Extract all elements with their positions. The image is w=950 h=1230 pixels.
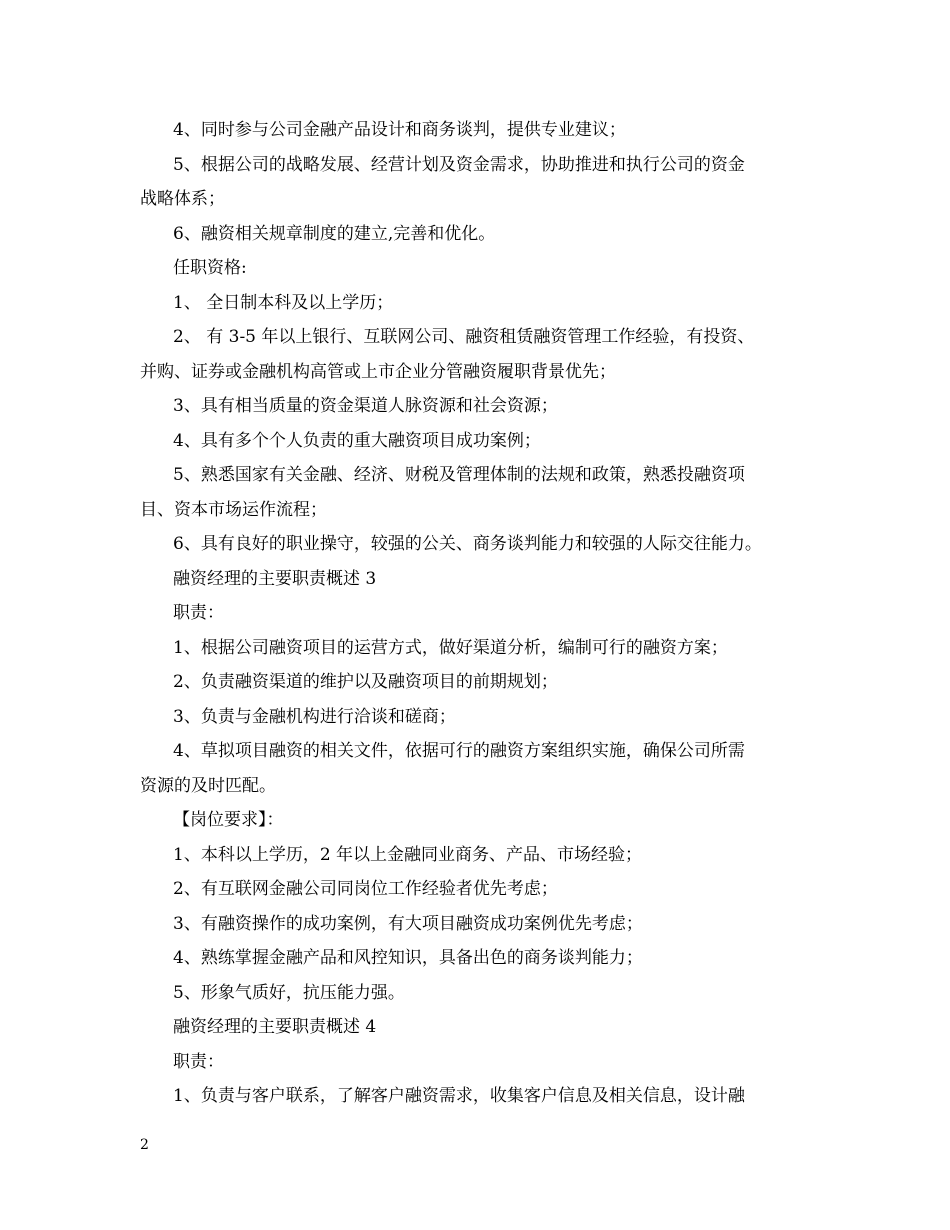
paragraph-line: 6、融资相关规章制度的建立,完善和优化。 — [173, 223, 496, 244]
paragraph-line: 1、负责与客户联系，了解客户融资需求，收集客户信息及相关信息，设计融 — [173, 1086, 745, 1106]
paragraph-line: 战略体系； — [140, 189, 225, 209]
paragraph-line: 2、 有 3-5 年以上银行、互联网公司、融资租赁融资管理工作经验，有投资、 — [173, 327, 755, 347]
paragraph-line: 资源的及时匹配。 — [140, 775, 276, 796]
paragraph-line: 并购、证券或金融机构高管或上市企业分管融资履职背景优先； — [140, 361, 616, 382]
paragraph-line: 5、形象气质好，抗压能力强。 — [173, 982, 405, 1003]
paragraph-line: 2、有互联网金融公司同岗位工作经验者优先考虑； — [173, 879, 558, 899]
section-heading: 融资经理的主要职责概述 4 — [173, 1017, 377, 1037]
paragraph-line: 5、根据公司的战略发展、经营计划及资金需求，协助推进和执行公司的资金 — [173, 154, 745, 175]
paragraph-line: 2、负责融资渠道的维护以及融资项目的前期规划； — [173, 672, 558, 692]
paragraph-line: 4、草拟项目融资的相关文件，依据可行的融资方案组织实施，确保公司所需 — [173, 741, 745, 761]
document-body — [140, 113, 820, 1114]
paragraph-line: 5、熟悉国家有关金融、经济、财税及管理体制的法规和政策，熟悉投融资项 — [173, 465, 745, 485]
paragraph-line: 1、根据公司融资项目的运营方式，做好渠道分析，编制可行的融资方案； — [173, 637, 728, 658]
paragraph-line: 4、熟练掌握金融产品和风控知识，具备出色的商务谈判能力； — [173, 948, 643, 968]
section-heading: 任职资格: — [173, 258, 247, 278]
paragraph-line: 目、资本市场运作流程； — [140, 499, 327, 520]
paragraph-line: 6、具有良好的职业操守，较强的公关、商务谈判能力和较强的人际交往能力。 — [173, 534, 762, 554]
paragraph-line: 3、有融资操作的成功案例，有大项目融资成功案例优先考虑； — [173, 913, 643, 934]
section-heading: 融资经理的主要职责概述 3 — [173, 568, 377, 589]
section-heading: 【岗位要求】： — [173, 810, 284, 830]
paragraph-line: 4、同时参与公司金融产品设计和商务谈判，提供专业建议； — [173, 120, 626, 140]
paragraph-line: 3、具有相当质量的资金渠道人脉资源和社会资源； — [173, 396, 558, 416]
paragraph-line: 1、本科以上学历，2 年以上金融同业商务、产品、市场经验； — [173, 844, 643, 865]
paragraph-line: 3、负责与金融机构进行洽谈和磋商； — [173, 706, 456, 727]
page-number: 2 — [140, 1137, 149, 1153]
paragraph-line: 4、具有多个个人负责的重大融资项目成功案例； — [173, 430, 541, 451]
section-heading: 职责： — [173, 1051, 224, 1072]
section-heading: 职责： — [173, 603, 224, 623]
paragraph-line: 1、 全日制本科及以上学历； — [173, 292, 394, 313]
